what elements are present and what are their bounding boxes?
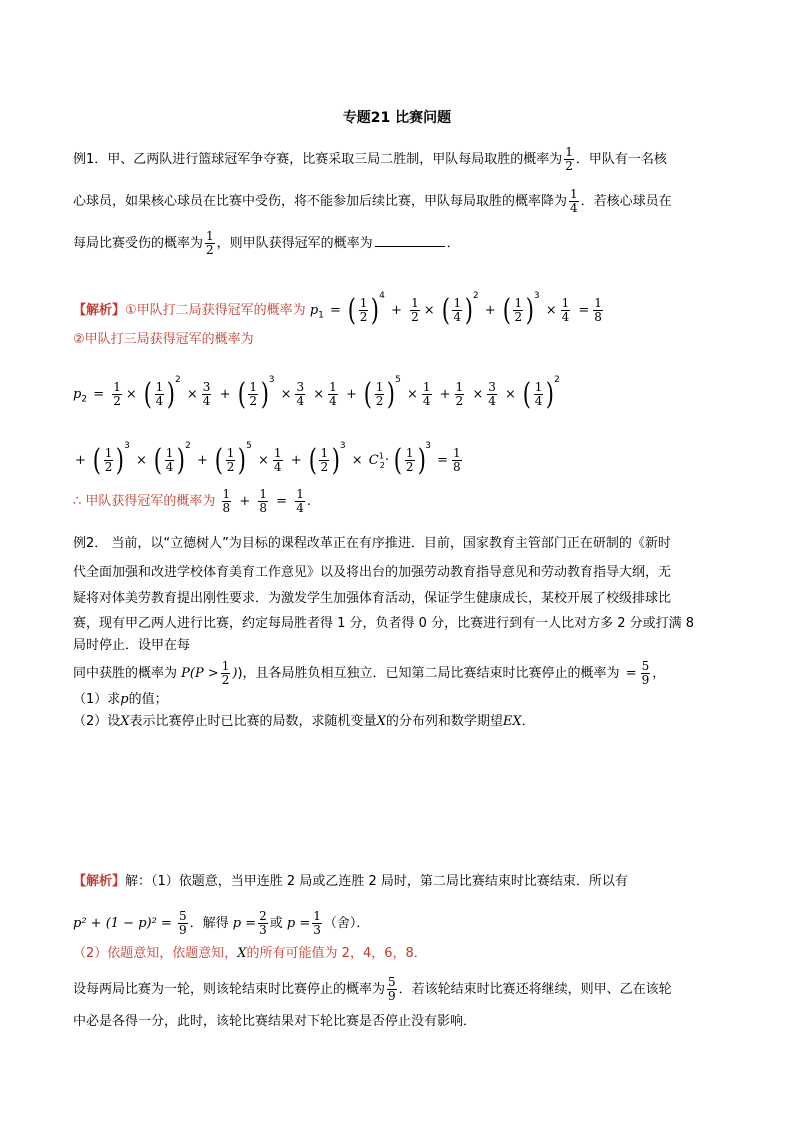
- ex2-line6: 同中获胜的概率为 P(P > $\frac{1}{2}$ ))，且各局胜负相互独立．已知第二局比赛结束时比赛停止的概率为 = $\frac{5}{9}$ ，: [73, 659, 666, 687]
- sol2-line4: 设每两局比赛为一轮，则该轮结束时比赛停止的概率为 $\frac{5}{9}$ ．若该轮结束时比赛还将继续，则甲、乙在该轮: [73, 975, 672, 1003]
- ex2-line1: 例2． 当前，以“立德树人”为目标的课程改革正在有序推进．目前，国家教育主管部门正在研制的《新时: [73, 536, 671, 551]
- sol2-line5: 中必是各得一分，此时，该轮比赛结果对下轮比赛是否停止没有影响．: [73, 1014, 477, 1029]
- ex2-line2: 代全面加强和改进学校体育美育工作意见》以及将出台的加强劳动教育指导意见和劳动教育指导大纲，无: [73, 565, 672, 580]
- solution-label: 【解析】: [73, 874, 126, 889]
- sol2-line3: （2）依题意知，依题意知，X的所有可能值为 2，4，6，8．: [73, 946, 427, 961]
- ex2-line4: 赛，现有甲乙两人进行比赛，约定每局胜者得 1 分，负者得 0 分，比赛进行到有一人比对方多 2 分或打满 8: [73, 616, 695, 631]
- ex1-line2: 心球员，如果核心球员在比赛中受伤，将不能参加后续比赛，甲队每局取胜的概率降为 $\frac{1}{4}$ ．若核心球员在: [73, 187, 672, 215]
- fraction: $\frac{1}{2}$: [206, 229, 214, 257]
- sol2-line1: 【解析】解：（1）依题意，当甲连胜 2 局或乙连胜 2 局时，第二局比赛结束时比赛结束．所以有: [73, 874, 628, 889]
- ex2-question2: （2）设X表示比赛停止时已比赛的局数，求随机变量X的分布列和数学期望EX．: [73, 714, 535, 729]
- fraction: $\frac{1}{2}$: [565, 145, 573, 173]
- sol1-line4: + ( $\frac{1}{2}$ )$^3$ × ( $\frac{1}{4}$ )$^2$ + ( $\frac{1}{2}$ )$^5$ × $\frac{1}{4}$ + ( $\frac{1}{2}$ )$^3 \times C^1_2\cdot$ ( $\frac{1}{2}$ )$^3$ = $\frac{1}{8}$: [75, 441, 461, 478]
- ex2-line3: 疑将对体美劳教育提出刚性要求．为激发学生加强体育活动，保证学生健康成长，某校开展了校级排球比: [73, 591, 672, 606]
- sol1-line2: ②甲队打三局获得冠军的概率为: [73, 332, 254, 347]
- ex1-line3: 每局比赛受伤的概率为 $\frac{1}{2}$ ，则甲队获得冠军的概率为 ．: [73, 229, 460, 257]
- ex2-line5: 局时停止．设甲在每: [73, 638, 191, 653]
- sol1-line3: $p_2$ = $\frac{1}{2}$ × ( $\frac{1}{4}$ )$^2$ × $\frac{3}{4}$ + ( $\frac{1}{2}$ )$^3$ × $\frac{3}{4}$ × $\frac{1}{4}$ + ( $\frac{1}{2}$ )$^5$ × $\frac{1}{4}$ + $\frac{1}{2}$ × $\frac{3}{4}$ × ( $\frac{1}{4}$ )$^2$: [73, 375, 560, 412]
- ex1-line1: 例1．甲、乙两队进行篮球冠军争夺赛，比赛采取三局二胜制，甲队每局取胜的概率为 $\frac{1}{2}$ ．甲队有一名核: [73, 145, 667, 173]
- answer-blank: [375, 246, 445, 247]
- sol2-line2: p² + (1 − p)² = $\frac{5}{9}$ ．解得 p = $\frac{2}{3}$ 或 p = $\frac{1}{3}$ （舍）．: [73, 909, 370, 937]
- page-title: 专题21 比赛问题: [342, 110, 452, 126]
- ex2-question1: （1）求p的值；: [73, 692, 168, 707]
- solution-label: 【解析】: [73, 303, 126, 318]
- sol1-line1: 【解析】①甲队打二局获得冠军的概率为 $p_1$ = ( $\frac{1}{2}$ )$^4$ + $\frac{1}{2}$ × ( $\frac{1}{4}$ )$^2$ + ( $\frac{1}{2}$ )$^3$ × $\frac{1}{4}$ = $\frac{1}{8}$: [73, 291, 602, 328]
- fraction: $\frac{1}{4}$: [570, 187, 578, 215]
- sol1-conclusion: ∴ 甲队获得冠军的概率为 $\frac{1}{8}$ + $\frac{1}{8}$ = $\frac{1}{4}$ .: [73, 487, 311, 515]
